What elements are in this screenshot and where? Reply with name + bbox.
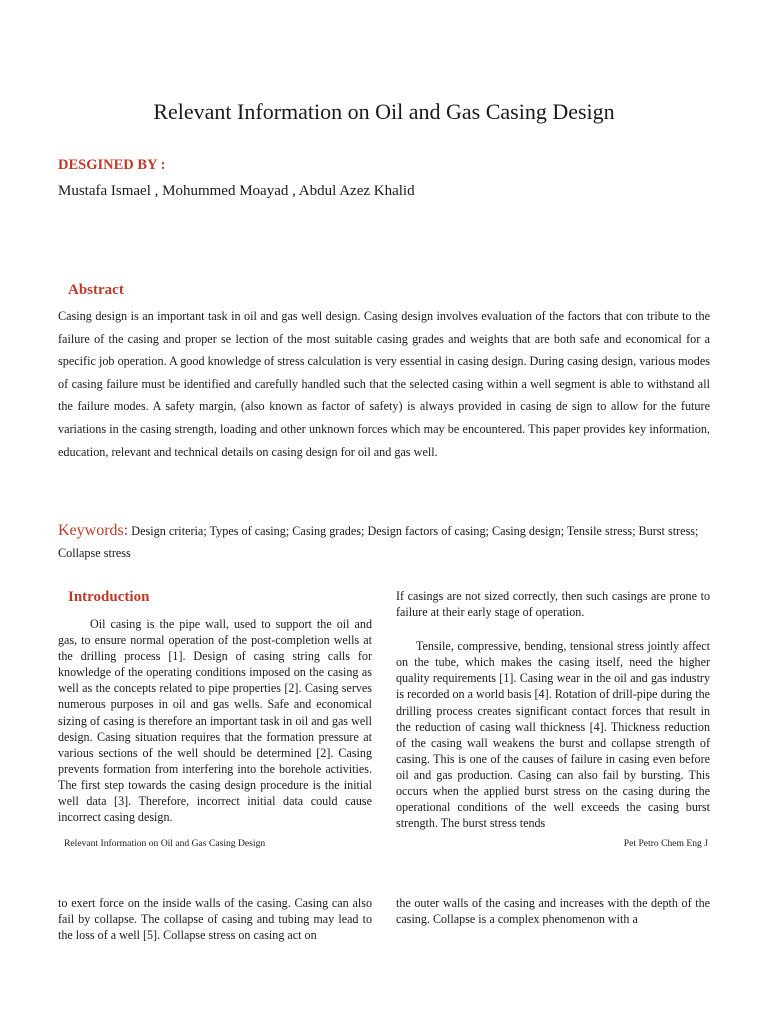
keywords-text: Design criteria; Types of casing; Casing grades; Design factors of casing; Casing design; Tensile stress; Burst stress; Collapse stress	[58, 524, 699, 560]
authors: Mustafa Ismael , Mohummed Moayad , Abdul Azez Khalid	[58, 183, 415, 199]
introduction-paragraph: Oil casing is the pipe wall, used to support the oil and gas, to ensure normal operation of the post-completion wells at the drilling process [1]. Design of casing string calls for knowledge of the operating conditions imposed on the casing as well as the concepts related to pipe properties [2]. Casing serves numerous purposes in oil and gas wells. Safe and economical sizing of casing is therefore an important task in oil and gas well design. Casing situation requires that the formation pressure at various sections of the well should be determined [2]. Casing prevents formation from interfering into the borehole activities. The first step towards the casing design procedure is the initial well data [3]. Therefore, incorrect initial data could cause incorrect casing design.	[58, 617, 372, 825]
introduction-right-paragraph-2: Tensile, compressive, bending, tensional stress jointly affect on the tube, which makes the casing itself, need the higher quality requirements [1]. Casing wear in the oil and gas industry is recorded on a world basis [4]. Rotation of drill-pipe during the drilling process creates significant contact forces that result in the reduction of casing wall thickness [4]. Thickness reduction of the casing wall weakens the burst and collapse strength of casing. This is one of the causes of failure in casing even before oil and gas production. Casing can also fail by bursting. This occurs when the applied burst stress on the casing during the operational conditions of the well exceeds the casing burst strength. The burst stress tends	[396, 639, 710, 831]
footer-running-title: Relevant Information on Oil and Gas Casing Design	[64, 838, 266, 849]
designed-by-label: DESGINED BY :	[58, 157, 166, 173]
abstract-heading: Abstract	[68, 282, 124, 298]
keywords	[58, 520, 710, 564]
keywords-label: Keywords:	[58, 522, 129, 539]
footer-journal: Pet Petro Chem Eng J	[623, 838, 708, 849]
continuation-right-column: the outer walls of the casing and increases with the depth of the casing. Collapse is a complex phenomenon with a	[396, 896, 710, 927]
introduction-left-column	[58, 616, 372, 825]
page-title: Relevant Information on Oil and Gas Casing Design	[153, 99, 615, 124]
introduction-right-paragraph-1: If casings are not sized correctly, then such casings are prone to failure at their early stage of operation.	[396, 589, 710, 620]
introduction-right-column	[396, 588, 710, 831]
abstract-body: Casing design is an important task in oil and gas well design. Casing design involves evaluation of the factors that con tribute to the failure of the casing and proper se lection of the most suitable casing grades and weights that are both safe and economical for a specific job operation. A good knowledge of stress calculation is very essential in casing design. During casing design, various modes of casing failure must be identified and carefully handled such that the selected casing within a well segment is able to withstand all the failure modes. A safety margin, (also known as factor of safety) is always provided in casing de sign to allow for the future variations in the casing strength, loading and other unknown forces which may be encountered. This paper provides key information, education, relevant and technical details on casing design for oil and gas well.	[58, 309, 710, 459]
introduction-heading: Introduction	[68, 589, 150, 605]
continuation-left-column: to exert force on the inside walls of the casing. Casing can also fail by collapse. The collapse of casing and tubing may lead to the loss of a well [5]. Collapse stress on casing act on	[58, 896, 372, 943]
